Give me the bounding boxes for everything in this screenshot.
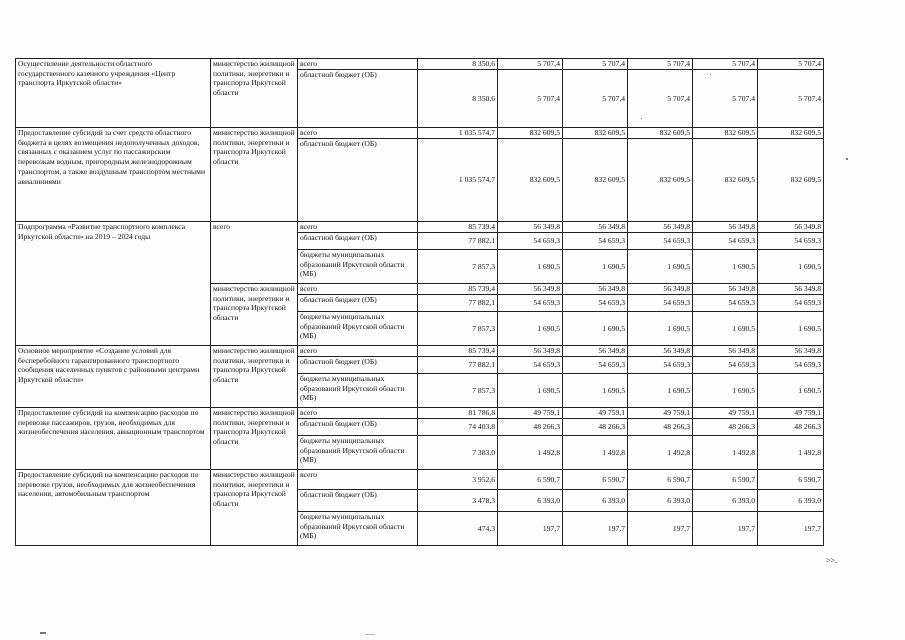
- value-cell: 56 349,8: [758, 346, 824, 357]
- value-cell: 56 349,8: [563, 222, 628, 233]
- value-cell: 6 590,7: [693, 470, 758, 490]
- table-row: [16, 128, 824, 139]
- value-cell: 5 707,4: [563, 70, 628, 128]
- value-cell: 77 882,1: [418, 357, 498, 374]
- value-cell: 1 690,5: [563, 374, 628, 408]
- value-cell: 1 690,5: [758, 312, 824, 346]
- value-cell: 3 952,6: [418, 470, 498, 490]
- value-cell: 832 609,5: [628, 128, 693, 139]
- value-cell: 197,7: [563, 512, 628, 546]
- value-cell: 1 690,5: [693, 312, 758, 346]
- table-row: [16, 346, 824, 357]
- row-name-cell: Предоставление субсидий на компенсацию расходов по перевозке пассажиров, грузов, необходимых для жизнеобеспечения населения, авиационным транспортом: [16, 408, 211, 470]
- value-cell: 1 035 574,7: [418, 139, 498, 222]
- value-cell: 1 035 574,7: [418, 128, 498, 139]
- table-row: [16, 222, 824, 233]
- value-cell: 6 393,0: [758, 490, 824, 512]
- value-cell: 54 659,3: [498, 233, 563, 250]
- value-cell: 49 759,1: [498, 408, 563, 419]
- source-label-total: всего: [298, 222, 418, 233]
- source-label-total: всего: [298, 408, 418, 419]
- value-cell: 1 690,5: [758, 374, 824, 408]
- value-cell: 832 609,5: [693, 139, 758, 222]
- source-label-total: всего: [298, 346, 418, 357]
- value-cell: 56 349,8: [758, 222, 824, 233]
- table-row: [16, 59, 824, 70]
- source-label-mb: бюджеты муниципальных образований Иркутской области (МБ): [298, 374, 418, 408]
- value-cell: 5 707,4: [498, 70, 563, 128]
- scan-speck: [40, 632, 46, 634]
- source-label-ob: областной бюджет (ОБ): [298, 139, 418, 222]
- value-cell: 7 383,0: [418, 436, 498, 470]
- source-label-total: всего: [298, 470, 418, 490]
- source-label-ob: областной бюджет (ОБ): [298, 490, 418, 512]
- row-name-cell: Предоставление субсидий за счет средств областного бюджета в целях возмещения недополученных доходов, связанных с оказанием услуг по пассажирским перевозкам водным, пригородным железнодорожным транспортом, а также воздушным транспортом местными авиалиниями: [16, 128, 211, 222]
- budget-table: [15, 58, 824, 546]
- value-cell: 1 690,5: [563, 312, 628, 346]
- value-cell: 74 403,8: [418, 419, 498, 436]
- source-label-ob: областной бюджет (ОБ): [298, 70, 418, 128]
- source-label-mb: бюджеты муниципальных образований Иркутской области (МБ): [298, 436, 418, 470]
- value-cell: 1 690,5: [628, 312, 693, 346]
- value-cell: 1 492,8: [563, 436, 628, 470]
- value-cell: 1 492,8: [693, 436, 758, 470]
- source-label-ob: областной бюджет (ОБ): [298, 419, 418, 436]
- value-cell: 54 659,3: [758, 295, 824, 312]
- value-cell: 832 609,5: [563, 139, 628, 222]
- value-cell: 1 690,5: [498, 250, 563, 284]
- executor-cell: министерство жилищной политики, энергетики и транспорта Иркутской области: [211, 59, 298, 128]
- value-cell: 48 266,3: [498, 419, 563, 436]
- value-cell: 8 350,6: [418, 59, 498, 70]
- value-cell: 49 759,1: [758, 408, 824, 419]
- value-cell: 832 609,5: [563, 128, 628, 139]
- table-row: [16, 408, 824, 419]
- value-cell: 5 707,4: [758, 59, 824, 70]
- value-cell: 54 659,3: [563, 357, 628, 374]
- value-cell: 56 349,8: [628, 222, 693, 233]
- value-cell: 5 707,4: [693, 70, 758, 128]
- executor-cell: министерство жилищной политики, энергетики и транспорта Иркутской области: [211, 470, 298, 546]
- value-cell: 54 659,3: [693, 357, 758, 374]
- value-cell: 832 609,5: [498, 139, 563, 222]
- value-cell: 197,7: [498, 512, 563, 546]
- value-cell: 5 707,4: [563, 59, 628, 70]
- value-cell: 832 609,5: [693, 128, 758, 139]
- value-cell: 56 349,8: [693, 222, 758, 233]
- row-name-cell: Осуществление деятельности областного государственного казенного учреждения «Центр транспорта Иркутской области»: [16, 59, 211, 128]
- value-cell: 54 659,3: [563, 295, 628, 312]
- value-cell: 56 349,8: [563, 284, 628, 295]
- value-cell: 6 393,0: [628, 490, 693, 512]
- value-cell: 48 266,3: [693, 419, 758, 436]
- value-cell: 1 690,5: [758, 250, 824, 284]
- value-cell: 85 739,4: [418, 346, 498, 357]
- value-cell: 1 492,8: [628, 436, 693, 470]
- source-label-ob: областной бюджет (ОБ): [298, 233, 418, 250]
- source-label-total: всего: [298, 59, 418, 70]
- value-cell: 85 739,4: [418, 284, 498, 295]
- source-label-ob: областной бюджет (ОБ): [298, 295, 418, 312]
- value-cell: 54 659,3: [563, 233, 628, 250]
- value-cell: 77 882,1: [418, 233, 498, 250]
- value-cell: 56 349,8: [693, 346, 758, 357]
- value-cell: 5 707,4: [628, 59, 693, 70]
- value-cell: 832 609,5: [628, 139, 693, 222]
- value-cell: 54 659,3: [628, 295, 693, 312]
- value-cell: 832 609,5: [758, 139, 824, 222]
- value-cell: 5 707,4: [758, 70, 824, 128]
- value-cell: 1 690,5: [628, 374, 693, 408]
- value-cell: 56 349,8: [693, 284, 758, 295]
- value-cell: 5 707,4: [498, 59, 563, 70]
- value-cell: 6 590,7: [563, 470, 628, 490]
- value-cell: 48 266,3: [563, 419, 628, 436]
- value-cell: 48 266,3: [628, 419, 693, 436]
- executor-cell: министерство жилищной политики, энергетики и транспорта Иркутской области: [211, 346, 298, 408]
- value-cell: 6 393,0: [563, 490, 628, 512]
- value-cell: 8 350,6: [418, 70, 498, 128]
- value-cell: 7 857,3: [418, 374, 498, 408]
- table-end-mark: >>.: [826, 556, 838, 565]
- value-cell: 54 659,3: [693, 233, 758, 250]
- source-label-total: всего: [298, 284, 418, 295]
- value-cell: 1 690,5: [628, 250, 693, 284]
- value-cell: 56 349,8: [563, 346, 628, 357]
- value-cell: 56 349,8: [758, 284, 824, 295]
- value-cell: 54 659,3: [758, 357, 824, 374]
- value-cell: 6 393,0: [498, 490, 563, 512]
- value-cell: 197,7: [758, 512, 824, 546]
- executor-cell: министерство жилищной политики, энергетики и транспорта Иркутской области: [211, 284, 298, 346]
- value-cell: 1 690,5: [498, 374, 563, 408]
- value-cell: 6 393,0: [693, 490, 758, 512]
- value-cell: 832 609,5: [758, 128, 824, 139]
- scan-speck: [846, 158, 848, 160]
- value-cell: 49 759,1: [693, 408, 758, 419]
- value-cell: 6 590,7: [628, 470, 693, 490]
- value-cell: 7 857,3: [418, 250, 498, 284]
- source-label-ob: областной бюджет (ОБ): [298, 357, 418, 374]
- value-cell: 56 349,8: [498, 346, 563, 357]
- table-row: [16, 470, 824, 490]
- value-cell: 56 349,8: [498, 284, 563, 295]
- value-cell: 54 659,3: [758, 233, 824, 250]
- scan-speck: [641, 118, 642, 119]
- executor-cell: министерство жилищной политики, энергетики и транспорта Иркутской области: [211, 408, 298, 470]
- value-cell: 54 659,3: [628, 357, 693, 374]
- value-cell: 1 690,5: [498, 312, 563, 346]
- source-label-mb: бюджеты муниципальных образований Иркутской области (МБ): [298, 312, 418, 346]
- value-cell: 54 659,3: [628, 233, 693, 250]
- row-name-cell: Основное мероприятие «Создание условий для бесперебойного гарантированного транспортного сообщения населенных пунктов с районными центрами Иркутской области»: [16, 346, 211, 408]
- value-cell: 1 492,8: [758, 436, 824, 470]
- value-cell: 197,7: [628, 512, 693, 546]
- value-cell: 832 609,5: [498, 128, 563, 139]
- value-cell: 56 349,8: [498, 222, 563, 233]
- row-name-cell: Подпрограмма «Развитие транспортного комплекса Иркутской области» на 2019 – 2024 годы: [16, 222, 211, 346]
- value-cell: 6 590,7: [498, 470, 563, 490]
- value-cell: 49 759,1: [628, 408, 693, 419]
- value-cell: 1 690,5: [693, 250, 758, 284]
- source-label-mb: бюджеты муниципальных образований Иркутской области (МБ): [298, 512, 418, 546]
- scan-speck: [365, 634, 375, 635]
- value-cell: 85 739,4: [418, 222, 498, 233]
- value-cell: 1 690,5: [563, 250, 628, 284]
- value-cell: 1 492,8: [498, 436, 563, 470]
- value-cell: 77 882,1: [418, 295, 498, 312]
- value-cell: 474,3: [418, 512, 498, 546]
- source-label-total: всего: [298, 128, 418, 139]
- row-name-cell: Предоставление субсидий на компенсацию расходов по перевозке грузов, необходимых для жизнеобеспечения населения, автомобильным транспортом: [16, 470, 211, 546]
- value-cell: 81 786,8: [418, 408, 498, 419]
- value-cell: 5 707,4: [628, 70, 693, 128]
- scan-speck: [710, 74, 711, 75]
- executor-cell: всего: [211, 222, 298, 284]
- value-cell: 54 659,3: [498, 357, 563, 374]
- source-label-mb: бюджеты муниципальных образований Иркутской области (МБ): [298, 250, 418, 284]
- value-cell: 54 659,3: [693, 295, 758, 312]
- value-cell: 49 759,1: [563, 408, 628, 419]
- value-cell: 48 266,3: [758, 419, 824, 436]
- value-cell: 56 349,8: [628, 284, 693, 295]
- value-cell: 54 659,3: [498, 295, 563, 312]
- value-cell: 1 690,5: [693, 374, 758, 408]
- value-cell: 3 478,3: [418, 490, 498, 512]
- value-cell: 7 857,3: [418, 312, 498, 346]
- executor-cell: министерство жилищной политики, энергетики и транспорта Иркутской области: [211, 128, 298, 222]
- value-cell: 6 590,7: [758, 470, 824, 490]
- value-cell: 197,7: [693, 512, 758, 546]
- value-cell: 56 349,8: [628, 346, 693, 357]
- value-cell: 5 707,4: [693, 59, 758, 70]
